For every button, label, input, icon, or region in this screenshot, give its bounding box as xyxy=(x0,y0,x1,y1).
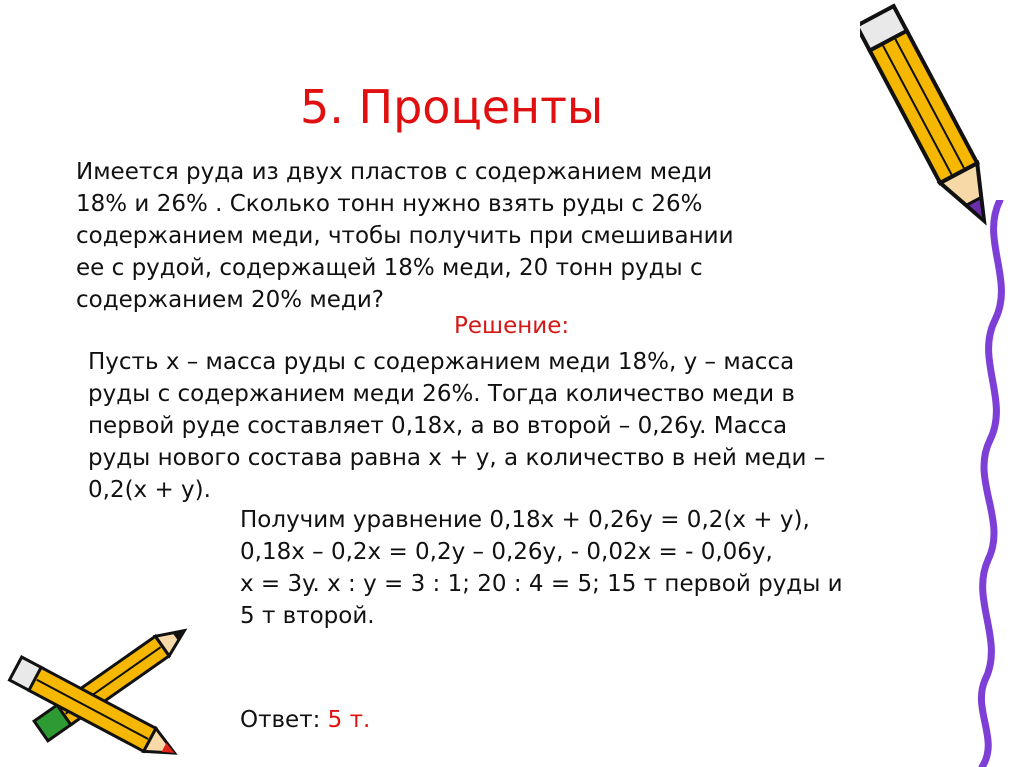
answer xyxy=(240,707,370,733)
solution-line: 0,2(x + y). xyxy=(88,477,211,503)
solution-label: Решение: xyxy=(454,313,570,339)
squiggle-line-decoration xyxy=(960,200,1020,767)
equation-line: 5 т второй. xyxy=(240,603,375,629)
answer-value: 5 т. xyxy=(327,707,371,733)
slide-title: 5. Проценты xyxy=(300,80,604,134)
solution-line: Пусть x – масса руды с содержанием меди 18%, y – масса xyxy=(88,349,795,375)
problem-line: Имеется руда из двух пластов с содержанием меди xyxy=(76,159,713,185)
equation-block xyxy=(240,504,940,632)
problem-line: содержанием 20% меди? xyxy=(76,287,384,313)
crossed-pencils-icon xyxy=(0,620,210,767)
answer-label: Ответ: xyxy=(240,707,321,733)
solution-line: руды нового состава равна x + y, а количество в ней меди – xyxy=(88,445,826,471)
problem-line: содержанием меди, чтобы получить при смешивании xyxy=(76,223,734,249)
solution-line: руды с содержанием меди 26%. Тогда количество меди в xyxy=(88,381,795,407)
problem-line: ее с рудой, содержащей 18% меди, 20 тонн руды с xyxy=(76,255,703,281)
solution-text xyxy=(88,346,928,506)
pencil-icon xyxy=(860,0,1010,245)
equation-line: 0,18x – 0,2x = 0,2y – 0,26y, - 0,02x = - 0,06y, xyxy=(240,539,773,565)
equation-line: Получим уравнение 0,18x + 0,26y = 0,2(x + y), xyxy=(240,507,810,533)
problem-line: 18% и 26% . Сколько тонн нужно взять руды с 26% xyxy=(76,191,703,217)
equation-line: x = 3y. x : y = 3 : 1; 20 : 4 = 5; 15 т первой руды и xyxy=(240,571,843,597)
problem-statement xyxy=(76,156,856,316)
solution-line: первой руде составляет 0,18x, а во второй – 0,26y. Масса xyxy=(88,413,788,439)
